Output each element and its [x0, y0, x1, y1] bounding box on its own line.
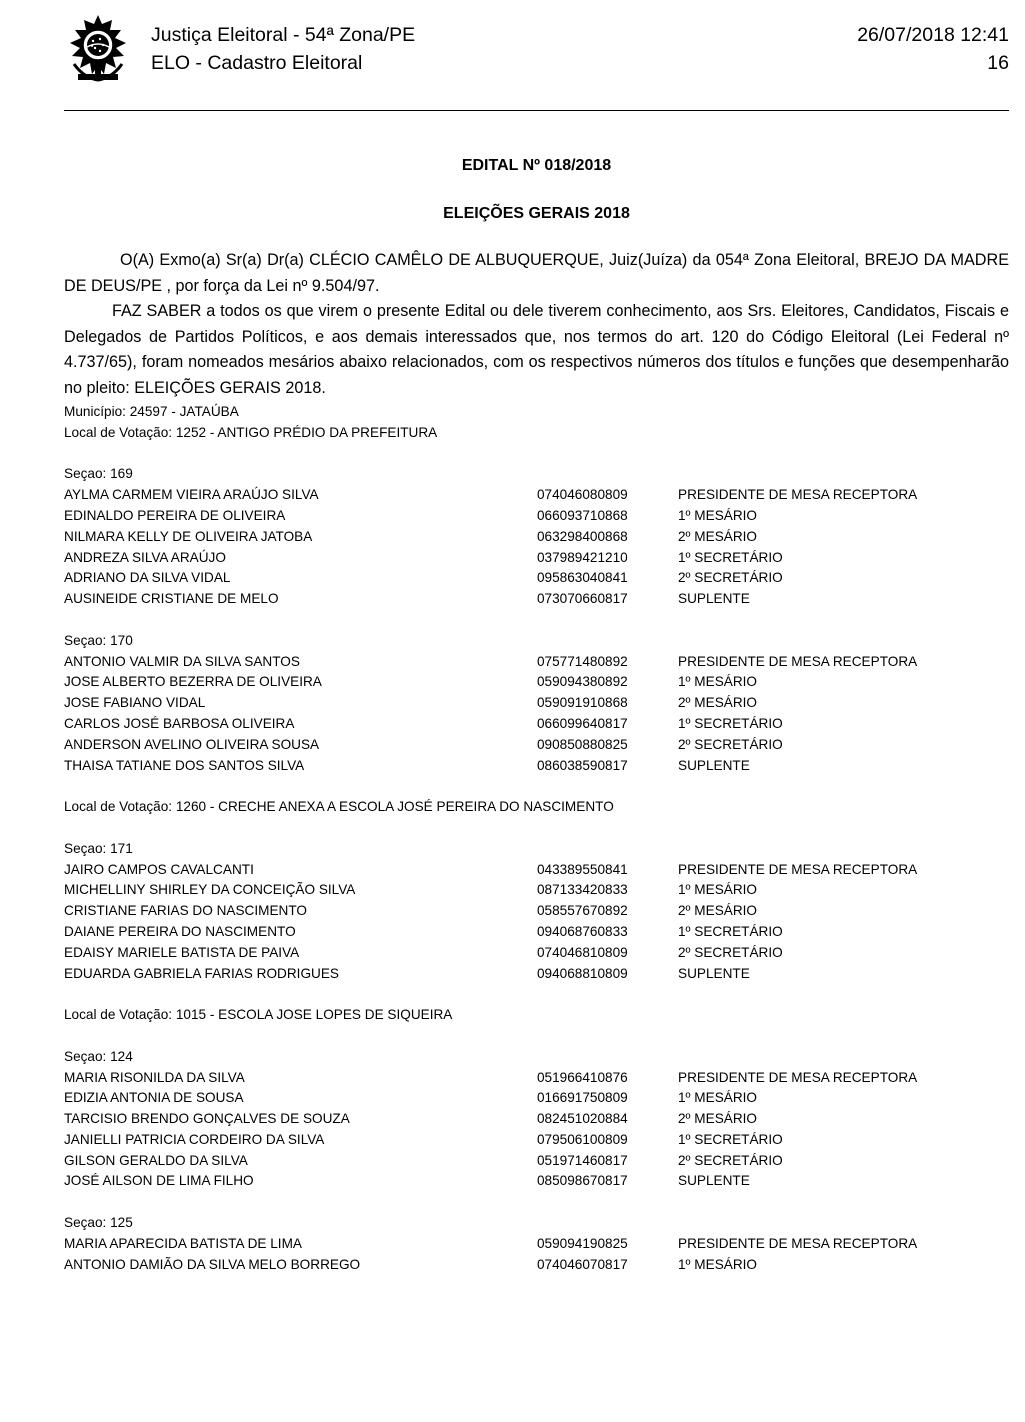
mesario-row: [64, 652, 1009, 673]
titulo-number: 095863040841: [537, 570, 628, 586]
local-votacao-label: Local de Votação: 1252 - ANTIGO PRÉDIO DA PREFEITURA: [64, 424, 438, 440]
mesario-role: 1º SECRETÁRIO: [678, 923, 783, 939]
mesario-role: 2º MESÁRIO: [678, 528, 757, 544]
mesario-name: JAIRO CAMPOS CAVALCANTI: [64, 861, 254, 877]
mesario-role: SUPLENTE: [678, 1173, 750, 1189]
mesario-role: 1º MESÁRIO: [678, 882, 757, 898]
mesario-role: PRESIDENTE DE MESA RECEPTORA: [678, 1069, 918, 1085]
titulo-number: 066099640817: [537, 715, 628, 731]
mesario-name: DAIANE PEREIRA DO NASCIMENTO: [64, 923, 296, 939]
mesario-role: 1º MESÁRIO: [678, 1256, 757, 1272]
mesario-role: SUPLENTE: [678, 591, 750, 607]
titulo-number: 058557670892: [537, 903, 628, 919]
titulo-number: 075771480892: [537, 653, 628, 669]
mesario-row: [64, 943, 1009, 964]
titulo-number: 051971460817: [537, 1152, 628, 1168]
secao-label: Seçao: 169: [64, 466, 133, 482]
mesario-row: [64, 485, 1009, 506]
mesario-name: EDUARDA GABRIELA FARIAS RODRIGUES: [64, 965, 339, 981]
mesario-role: 1º SECRETÁRIO: [678, 549, 783, 565]
brasao-emblem: [64, 14, 132, 84]
mesario-role: 1º SECRETÁRIO: [678, 1131, 783, 1147]
mesario-row: [64, 693, 1009, 714]
mesario-role: 2º MESÁRIO: [678, 695, 757, 711]
mesario-row: [64, 548, 1009, 569]
mesario-name: ANTONIO DAMIÃO DA SILVA MELO BORREGO: [64, 1256, 361, 1272]
mesario-name: THAISA TATIANE DOS SANTOS SILVA: [64, 757, 305, 773]
mesario-row: [64, 714, 1009, 735]
mesario-row: [64, 1109, 1009, 1130]
mesario-row: [64, 901, 1009, 922]
municipio-label: Município: 24597 - JATAÚBA: [64, 404, 239, 419]
mesario-role: PRESIDENTE DE MESA RECEPTORA: [678, 487, 918, 503]
document-subtitle: ELEIÇÕES GERAIS 2018: [443, 205, 630, 222]
mesario-row: [64, 1130, 1009, 1151]
mesario-name: AYLMA CARMEM VIEIRA ARAÚJO SILVA: [64, 487, 319, 503]
mesario-row: [64, 672, 1009, 693]
mesario-name: JOSÉ AILSON DE LIMA FILHO: [64, 1173, 254, 1189]
mesario-row: [64, 1255, 1009, 1276]
mesario-row: [64, 880, 1009, 901]
header-datetime: 26/07/2018 12:41: [857, 24, 1009, 46]
titulo-number: 079506100809: [537, 1131, 628, 1147]
mesario-name: AUSINEIDE CRISTIANE DE MELO: [64, 591, 279, 607]
mesario-role: 2º SECRETÁRIO: [678, 944, 783, 960]
mesario-role: PRESIDENTE DE MESA RECEPTORA: [678, 653, 918, 669]
mesarios-listing: [64, 402, 1009, 1275]
intro-paragraph: O(A) Exmo(a) Sr(a) Dr(a) CLÉCIO CAMÊLO DE ALBUQUERQUE, Juiz(Juíza) da 054ª Zona Eleitoral, BREJO DA MADRE DE DEUS/PE , por força da Lei nº 9.504/97.: [64, 251, 1009, 295]
mesario-row: [64, 1234, 1009, 1255]
mesario-name: ANDREZA SILVA ARAÚJO: [64, 549, 226, 565]
titulo-number: 086038590817: [537, 757, 628, 773]
titulo-number: 087133420833: [537, 882, 628, 898]
header-page-number: 16: [987, 52, 1009, 74]
titulo-number: 063298400868: [537, 528, 628, 544]
mesario-name: EDAISY MARIELE BATISTA DE PAIVA: [64, 944, 300, 960]
mesario-role: 1º MESÁRIO: [678, 674, 757, 690]
titulo-number: 094068760833: [537, 923, 628, 939]
titulo-number: 074046070817: [537, 1256, 628, 1272]
mesario-name: GILSON GERALDO DA SILVA: [64, 1152, 248, 1168]
titulo-number: 059091910868: [537, 695, 628, 711]
faz-saber-paragraph: FAZ SABER a todos os que virem o presente Edital ou dele tiverem conhecimento, aos Srs. Eleitores, Candidatos, Fiscais e Delegados de Partidos Políticos, e aos demais interessados que, nos termos do art. 120 do Código Eleitoral (Lei Federal nº 4.737/65), foram nomeados mesários abaixo relacionados, com os respectivos números dos títulos e funções que desempenharão no pleito: ELEIÇÕES GERAIS 2018.: [64, 302, 1009, 397]
mesario-role: SUPLENTE: [678, 965, 750, 981]
titulo-number: 090850880825: [537, 736, 628, 752]
titulo-number: 066093710868: [537, 507, 628, 523]
mesario-role: SUPLENTE: [678, 757, 750, 773]
mesario-row: [64, 1088, 1009, 1109]
mesario-role: PRESIDENTE DE MESA RECEPTORA: [678, 861, 918, 877]
titulo-number: 074046810809: [537, 944, 628, 960]
mesario-name: ADRIANO DA SILVA VIDAL: [64, 570, 231, 586]
mesario-role: 2º MESÁRIO: [678, 903, 757, 919]
mesario-name: JOSE FABIANO VIDAL: [64, 695, 206, 711]
titulo-number: 094068810809: [537, 965, 628, 981]
header-system-name: ELO - Cadastro Eleitoral: [151, 52, 363, 74]
titulo-number: 085098670817: [537, 1173, 628, 1189]
mesario-role: 1º MESÁRIO: [678, 507, 757, 523]
secao-label: Seçao: 171: [64, 840, 133, 856]
mesario-row: [64, 922, 1009, 943]
mesario-role: 2º MESÁRIO: [678, 1111, 757, 1127]
header-divider: [64, 110, 1009, 111]
mesario-name: MARIA APARECIDA BATISTA DE LIMA: [64, 1235, 302, 1251]
local-votacao-label: Local de Votação: 1015 - ESCOLA JOSE LOPES DE SIQUEIRA: [64, 1007, 453, 1023]
mesario-row: [64, 1151, 1009, 1172]
mesario-row: [64, 964, 1009, 985]
mesario-name: JANIELLI PATRICIA CORDEIRO DA SILVA: [64, 1131, 325, 1147]
mesario-row: [64, 756, 1009, 777]
mesario-role: PRESIDENTE DE MESA RECEPTORA: [678, 1235, 918, 1251]
mesario-name: CRISTIANE FARIAS DO NASCIMENTO: [64, 903, 307, 919]
mesario-row: [64, 1171, 1009, 1192]
mesario-row: [64, 1068, 1009, 1089]
mesario-role: 2º SECRETÁRIO: [678, 1152, 783, 1168]
mesario-name: MICHELLINY SHIRLEY DA CONCEIÇÃO SILVA: [64, 882, 356, 898]
mesario-role: 2º SECRETÁRIO: [678, 570, 783, 586]
local-votacao-label: Local de Votação: 1260 - CRECHE ANEXA A ESCOLA JOSÉ PEREIRA DO NASCIMENTO: [64, 799, 614, 815]
document-title: EDITAL Nº 018/2018: [461, 157, 612, 174]
titulo-number: 073070660817: [537, 591, 628, 607]
mesario-role: 1º SECRETÁRIO: [678, 715, 783, 731]
mesario-row: [64, 735, 1009, 756]
titulo-number: 016691750809: [537, 1090, 628, 1106]
mesario-row: [64, 860, 1009, 881]
mesario-name: EDINALDO PEREIRA DE OLIVEIRA: [64, 507, 286, 523]
mesario-row: [64, 589, 1009, 610]
secao-label: Seçao: 125: [64, 1215, 133, 1231]
mesario-row: [64, 506, 1009, 527]
mesario-name: TARCISIO BRENDO GONÇALVES DE SOUZA: [64, 1111, 350, 1127]
mesario-role: 1º MESÁRIO: [678, 1090, 757, 1106]
secao-label: Seçao: 124: [64, 1048, 133, 1064]
secao-label: Seçao: 170: [64, 632, 133, 648]
mesario-name: NILMARA KELLY DE OLIVEIRA JATOBA: [64, 528, 313, 544]
mesario-name: ANTONIO VALMIR DA SILVA SANTOS: [64, 653, 300, 669]
titulo-number: 082451020884: [537, 1111, 628, 1127]
titulo-number: 051966410876: [537, 1069, 628, 1085]
mesario-role: 2º SECRETÁRIO: [678, 736, 783, 752]
mesario-name: EDIZIA ANTONIA DE SOUSA: [64, 1090, 244, 1106]
titulo-number: 059094380892: [537, 674, 628, 690]
titulo-number: 059094190825: [537, 1235, 628, 1251]
mesario-row: [64, 568, 1009, 589]
titulo-number: 037989421210: [537, 549, 628, 565]
header-org-name: Justiça Eleitoral - 54ª Zona/PE: [151, 24, 416, 46]
mesario-name: ANDERSON AVELINO OLIVEIRA SOUSA: [64, 736, 320, 752]
mesario-row: [64, 527, 1009, 548]
mesario-name: CARLOS JOSÉ BARBOSA OLIVEIRA: [64, 715, 295, 731]
titulo-number: 043389550841: [537, 861, 628, 877]
titulo-number: 074046080809: [537, 487, 628, 503]
mesario-name: JOSE ALBERTO BEZERRA DE OLIVEIRA: [64, 674, 322, 690]
mesario-name: MARIA RISONILDA DA SILVA: [64, 1069, 245, 1085]
